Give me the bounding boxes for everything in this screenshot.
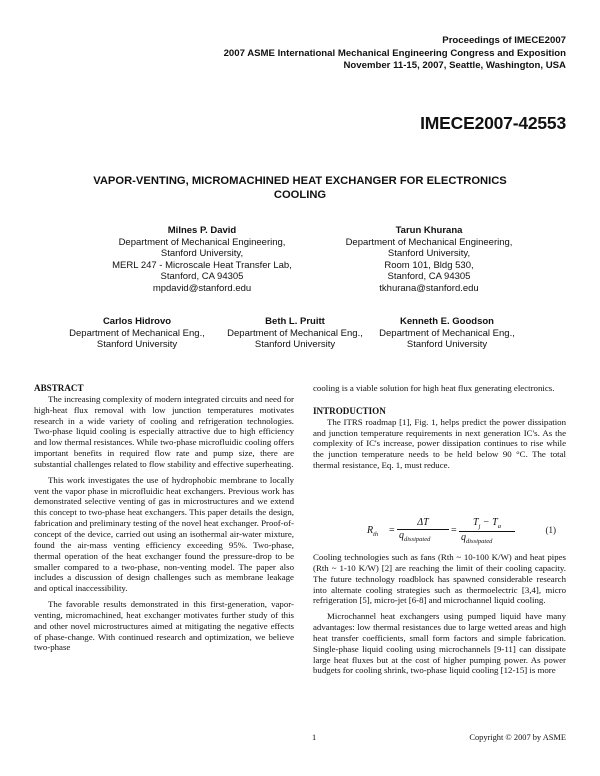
author-block [62,316,212,351]
author-address: Stanford, CA 94305 [160,271,244,283]
equation-1 [313,517,566,551]
author-block [318,225,540,295]
author-email: mpdavid@stanford.edu [152,282,252,294]
abstract-heading: ABSTRACT [34,383,84,393]
author-block [72,225,332,295]
author-affiliation: Department of Mechanical Engineering, [345,236,513,248]
right-column-bottom [313,552,566,676]
continuation-text: cooling is a viable solution for high heat flux generating electronics. [313,383,555,393]
author-affiliation: Department of Mechanical Eng., [227,327,363,339]
author-affiliation: Department of Mechanical Engineering, [118,236,286,248]
dates-location-line: November 11-15, 2007, Seattle, Washington, USA [343,60,566,71]
author-email: tkhurana@stanford.edu [379,282,479,294]
conference-line: 2007 ASME International Mechanical Engineering Congress and Exposition [223,47,566,59]
page-number: 1 [312,733,317,742]
equals-sign: = [451,525,457,536]
abstract-paragraph: The increasing complexity of modern integrated circuits and need for high-heat flux removal with low junction temperatures motivates research in a wide variety of cooling and refrigeration technologies. Two-phase liquid cooling is especially attractive due to high efficiency and low thermal resistances. While two-phase microfluidic cooling offers important benefits in required flow rate and pump size, there are substantial challenges related to flow stability and effective superheating. [34,393,294,469]
author-affiliation: Department of Mechanical Eng., [69,327,205,339]
intro-paragraph: Cooling technologies such as fans (Rth ~ 10-100 K/W) and heat pipes (Rth ~ 1-10 K/W) [2] are reaching the limit of their cooling capacity. The future technology roadblock has spawned considerable research into alternate cooling strategies such as thermoelectric [3,4], micro refrigeration [5], micro-jet [6-8] and microchannel liquid cooling. [313,552,566,606]
title-line: COOLING [273,189,327,201]
author-block [372,316,522,351]
author-affiliation: Stanford University, [160,248,244,260]
fraction-temperature: $T_j - T_a$ $q_{dissipated}$ [459,517,515,545]
proceedings-line: Proceedings of IMECE2007 [442,35,566,46]
title-line: VAPOR-VENTING, MICROMACHINED HEAT EXCHANGER FOR ELECTRONICS [93,175,507,187]
author-affiliation: Stanford University [254,339,336,351]
abstract-paragraph: The favorable results demonstrated in this first-generation, vapor-venting, micromachined, heat exchanger motivates further study of this and other novel microstructures aimed at mitigating the negative effects of phase-change. With continued research and optimization, we believe two-phase [34,599,294,653]
author-affiliation: Stanford University, [387,248,471,260]
author-name: Carlos Hidrovo [102,316,172,327]
author-name: Milnes P. David [167,225,237,236]
introduction-heading: INTRODUCTION [313,405,386,416]
author-address: Room 101, Bldg 530, [384,259,474,271]
author-address: Stanford, CA 94305 [387,271,471,283]
abstract-paragraph: This work investigates the use of hydrophobic membrane to locally vent the vapor phase in microfluidic heat exchangers. Previous work has demonstrated selective venting of gas in microstructures and we extend this concept to two-phase heat exchangers. This paper details the design, fabrication and preliminary testing of the novel heat exchanger. Proof-of-concept of the device, carried out using an isothermal air-water mixture, found the air-mass venting efficiency exceeding 95%. Two-phase, thermal operation of the heat exchanger found the pressure-drop to be smaller compared to a two-phase, non-venting model. The paper also includes a discussion of design challenges such as membrane leakage and optical inaccessibility. [34,474,294,594]
intro-paragraph: The ITRS roadmap [1], Fig. 1, helps predict the power dissipation and junction temperature requirements in next generation IC's. As the complexity of IC's increase, power dissipation continues to rise while the junction temperature needs to be held below 90 °C. The total thermal resistance, Eq. 1, must reduce. [313,416,566,471]
equals-sign: = [389,525,395,536]
copyright-notice: Copyright © 2007 by ASME [469,733,566,742]
proceedings-header [224,35,566,73]
fraction-delta-t: ΔT $q_{dissipated}$ [397,517,449,543]
author-affiliation: Stanford University [406,339,488,351]
left-column [34,383,294,653]
paper-id: IMECE2007-42553 [420,113,566,133]
equation-number: (1) [545,525,556,535]
author-name: Beth L. Pruitt [265,316,325,327]
author-address: MERL 247 - Microscale Heat Transfer Lab, [112,259,292,271]
author-affiliation: Stanford University [96,339,178,351]
equation-lhs: $R_{th}$ [367,525,379,538]
author-name: Tarun Khurana [395,225,463,236]
right-column-top [313,383,566,471]
paper-title [80,174,520,202]
author-name: Kenneth E. Goodson [400,316,494,327]
author-block [220,316,370,351]
intro-paragraph: Microchannel heat exchangers using pumped liquid have many advantages: low thermal resistances due to large wetted areas and high heat transfer coefficients, small form factors and simple fabrication. Single-phase liquid cooling using microchannels [9-11] can dissipate large heat fluxes but at the cost of higher pumping power. As power budgets for cooling shrink, two-phase liquid cooling [12-15] is more [313,611,566,676]
author-affiliation: Department of Mechanical Eng., [379,327,515,339]
